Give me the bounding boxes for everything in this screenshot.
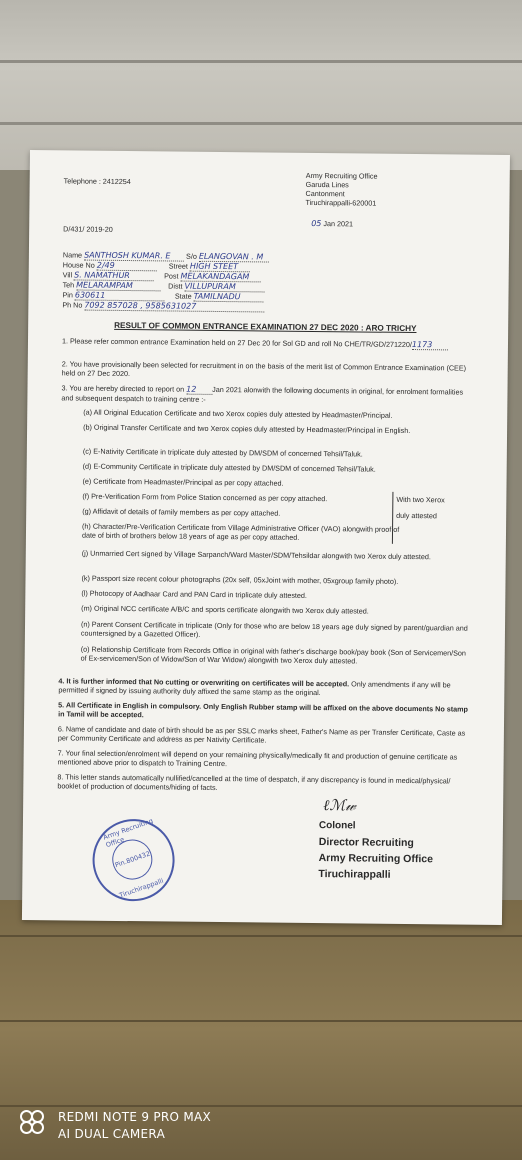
pin-row: Pin 630611 State TAMILNADU: [62, 290, 263, 302]
document-item-m: (m) Original NCC certificate A/B/C and sports certificate alongwith two Xerox duly attested.: [81, 603, 369, 616]
paragraph-5: 5. All Certificate in English in compulsory. Only English Rubber stamp will be affixed on the above documents No stamp in Tamil will be accepted.: [58, 700, 468, 720]
office-line-1: Army Recruiting Office: [305, 170, 378, 181]
document-item-g: (g) Affidavit of details of family members as per copy attached.: [82, 506, 281, 518]
phone-row: Ph No 7092 857028 , 9585631027: [62, 300, 264, 312]
document-item-h: (h) Character/Pre-Verification Certificate from Village Administrative Officer (VAO) alongwith proof of date of birth of brothers below 18 years of age as per copy attached.: [81, 521, 400, 542]
result-title: RESULT OF COMMON ENTRANCE EXAMINATION 27 DEC 2020 : ARO TRICHY: [114, 320, 417, 334]
background-wall: [0, 0, 522, 170]
house-row: House No 2/49 Street HIGH STEET: [63, 260, 250, 272]
paragraph-1: 1. Please refer common entrance Examination held on 27 Dec 20 for Sol GD and roll No CHE/TR/GD/271220/1173: [62, 336, 472, 350]
office-line-3: Cantonment: [305, 188, 345, 199]
camera-brand-icon: [20, 1110, 44, 1132]
document-item-o: (o) Relationship Certificate from Records Office in original with father's discharge book/pay book (Son of Servicemen/Son of Ex-servicemen/Son of Widow/Son of War Widow) alongwith two Xerox duly attested.: [80, 644, 466, 666]
letter-date: 05 Jan 2021: [311, 218, 354, 229]
signatory-title: Director Recruiting: [318, 836, 414, 850]
tehsil-row: Teh MELARAMPAM Distt VILLUPURAM: [63, 280, 265, 292]
signatory-rank: Colonel: [318, 820, 356, 832]
telephone: Telephone : 2412254: [63, 176, 131, 187]
paragraph-4: 4. It is further informed that No cutting or overwriting on certificates will be accepted. Only amendments if any will be permitted if signed by issuing authority duly affixed the same stamp as the original.: [58, 676, 451, 698]
signature: ℓℳ𝓌: [323, 796, 356, 815]
bracket: [388, 492, 394, 544]
office-line-4: Tiruchirappalli-620001: [305, 197, 377, 208]
document-item-a: (a) All Original Education Certificate and two Xerox copies duly attested by Headmaster/Principal.: [83, 407, 393, 420]
paragraph-8: 8. This letter stands automatically nullified/cancelled at the time of despatch, if any discrepancy is found in medical/physical/ booklet of production of documents/hiding of facts.: [57, 772, 451, 792]
paragraph-6: 6. Name of candidate and date of birth should be as per SSLC marks sheet, Father's Name as per Transfer Certificate, Caste as per Community Certificate and address as per Nativity Certificate.: [57, 724, 466, 745]
side-note-2: duly attested: [396, 510, 438, 521]
paragraph-7: 7. Your final selection/enrolment will depend on your remaining physically/medically fit and production of genuine certificate as mentioned above prior to dispatch to Training Centre.: [57, 748, 458, 769]
watermark-line-2: AI DUAL CAMERA: [58, 1127, 166, 1141]
signatory-office: Army Recruiting Office: [318, 852, 434, 866]
name-row: Name SANTHOSH KUMAR. E S/o ELANGOVAN . M: [63, 250, 269, 262]
document-item-d: (d) E-Community Certificate in triplicate duly attested by DM/SDM of concerned Tehsil/Taluk.: [82, 461, 376, 474]
watermark-line-1: REDMI NOTE 9 PRO MAX: [58, 1110, 212, 1124]
document-item-j: (j) Unmarried Cert signed by Village Sarpanch/Ward Master/SDM/Tehsildar alongwith two Xerox duly attested.: [81, 548, 431, 562]
document-item-e: (e) Certificate from Headmaster/Principal as per copy attached.: [82, 476, 284, 488]
side-note-1: With two Xerox: [396, 494, 445, 505]
document-item-n: (n) Parent Consent Certificate in triplicate (Only for those who are below 18 years age duly signed by parent/guardian and countersigned by a Gazetted Officer).: [80, 619, 468, 639]
letter-page: [22, 150, 510, 925]
village-row: Vill S. NAMATHUR Post MELAKANDAGAM: [63, 270, 261, 282]
document-item-b: (b) Original Transfer Certificate and two Xerox copies duly attested by Headmaster/Principal in English.: [83, 422, 411, 435]
document-item-l: (l) Photocopy of Aadhaar Card and PAN Card in triplicate duly attested.: [81, 588, 308, 600]
reference-number: D/431/ 2019-20: [63, 224, 113, 234]
document-item-f: (f) Pre-Verification Form from Police Station concerned as per copy attached.: [82, 491, 328, 504]
paragraph-3: 3. You are hereby directed to report on 12 Jan 2021 alonwith the following documents in original, for enrolment formalities and subsequent despatch to training centre :-: [61, 383, 464, 404]
document-item-c: (c) E-Nativity Certificate in triplicate duly attested by DM/SDM of concerned Tehsil/Taluk.: [82, 446, 363, 459]
paragraph-2: 2. You have provisionally been selected for recruitment in on the basis of the merit list of Common Entrance Examination (CEE) held on 27 Dec 2020.: [61, 359, 467, 379]
office-seal: Army Recruiting Office Pin.800432 Tiruchirappalli: [81, 808, 186, 913]
signatory-city: Tiruchirappalli: [318, 868, 391, 881]
office-line-2: Garuda Lines: [305, 179, 349, 190]
document-item-k: (k) Passport size recent colour photographs (20x self, 05xJoint with mother, 05xgroup family photo).: [81, 573, 399, 586]
